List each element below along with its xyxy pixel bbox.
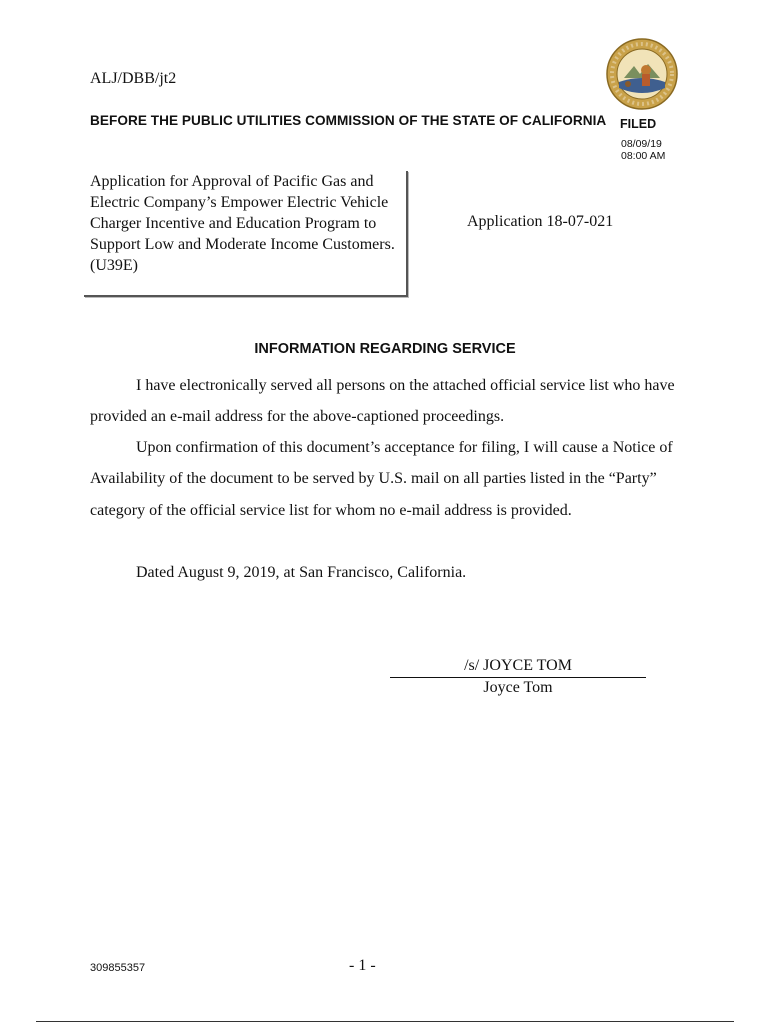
filed-stamp-label: FILED [620,117,657,131]
document-id: ALJ/DBB/jt2 [90,70,177,87]
page-number: - 1 - [349,957,376,974]
electronic-signature: /s/ JOYCE TOM [464,657,572,674]
commission-seal-icon [606,38,678,110]
signer-name: Joyce Tom [483,679,553,696]
caption-box [84,171,408,297]
bottom-divider [36,1021,734,1022]
court-title: BEFORE THE PUBLIC UTILITIES COMMISSION OF THE STATE OF CALIFORNIA [90,113,607,128]
caption-text: Application for Approval of Pacific Gas and Electric Company’s Empower Electric Vehicle Charger Incentive and Education Program to Support Low and Moderate Income Customers. (U39E) [90,173,395,274]
paragraph-service: I have electronically served all persons on the attached official service list who have provided an e-mail address for the above-captioned proceedings. [90,377,675,426]
section-heading [0,341,770,357]
filed-stamp-date: 08/09/19 [621,138,662,150]
section-heading-text: INFORMATION REGARDING SERVICE [254,341,516,357]
filed-stamp-time: 08:00 AM [621,150,666,162]
footer-document-number: 309855357 [90,962,146,974]
application-number: Application 18-07-021 [467,213,614,230]
signature-line [390,677,646,678]
paragraph-notice: Upon confirmation of this document’s acceptance for filing, I will cause a Notice of Availability of the document to be served by U.S. mail on all parties listed in the “Party” category of the official service list for whom no e-mail address is provided. [90,439,673,519]
paragraph-dated: Dated August 9, 2019, at San Francisco, California. [136,564,467,581]
